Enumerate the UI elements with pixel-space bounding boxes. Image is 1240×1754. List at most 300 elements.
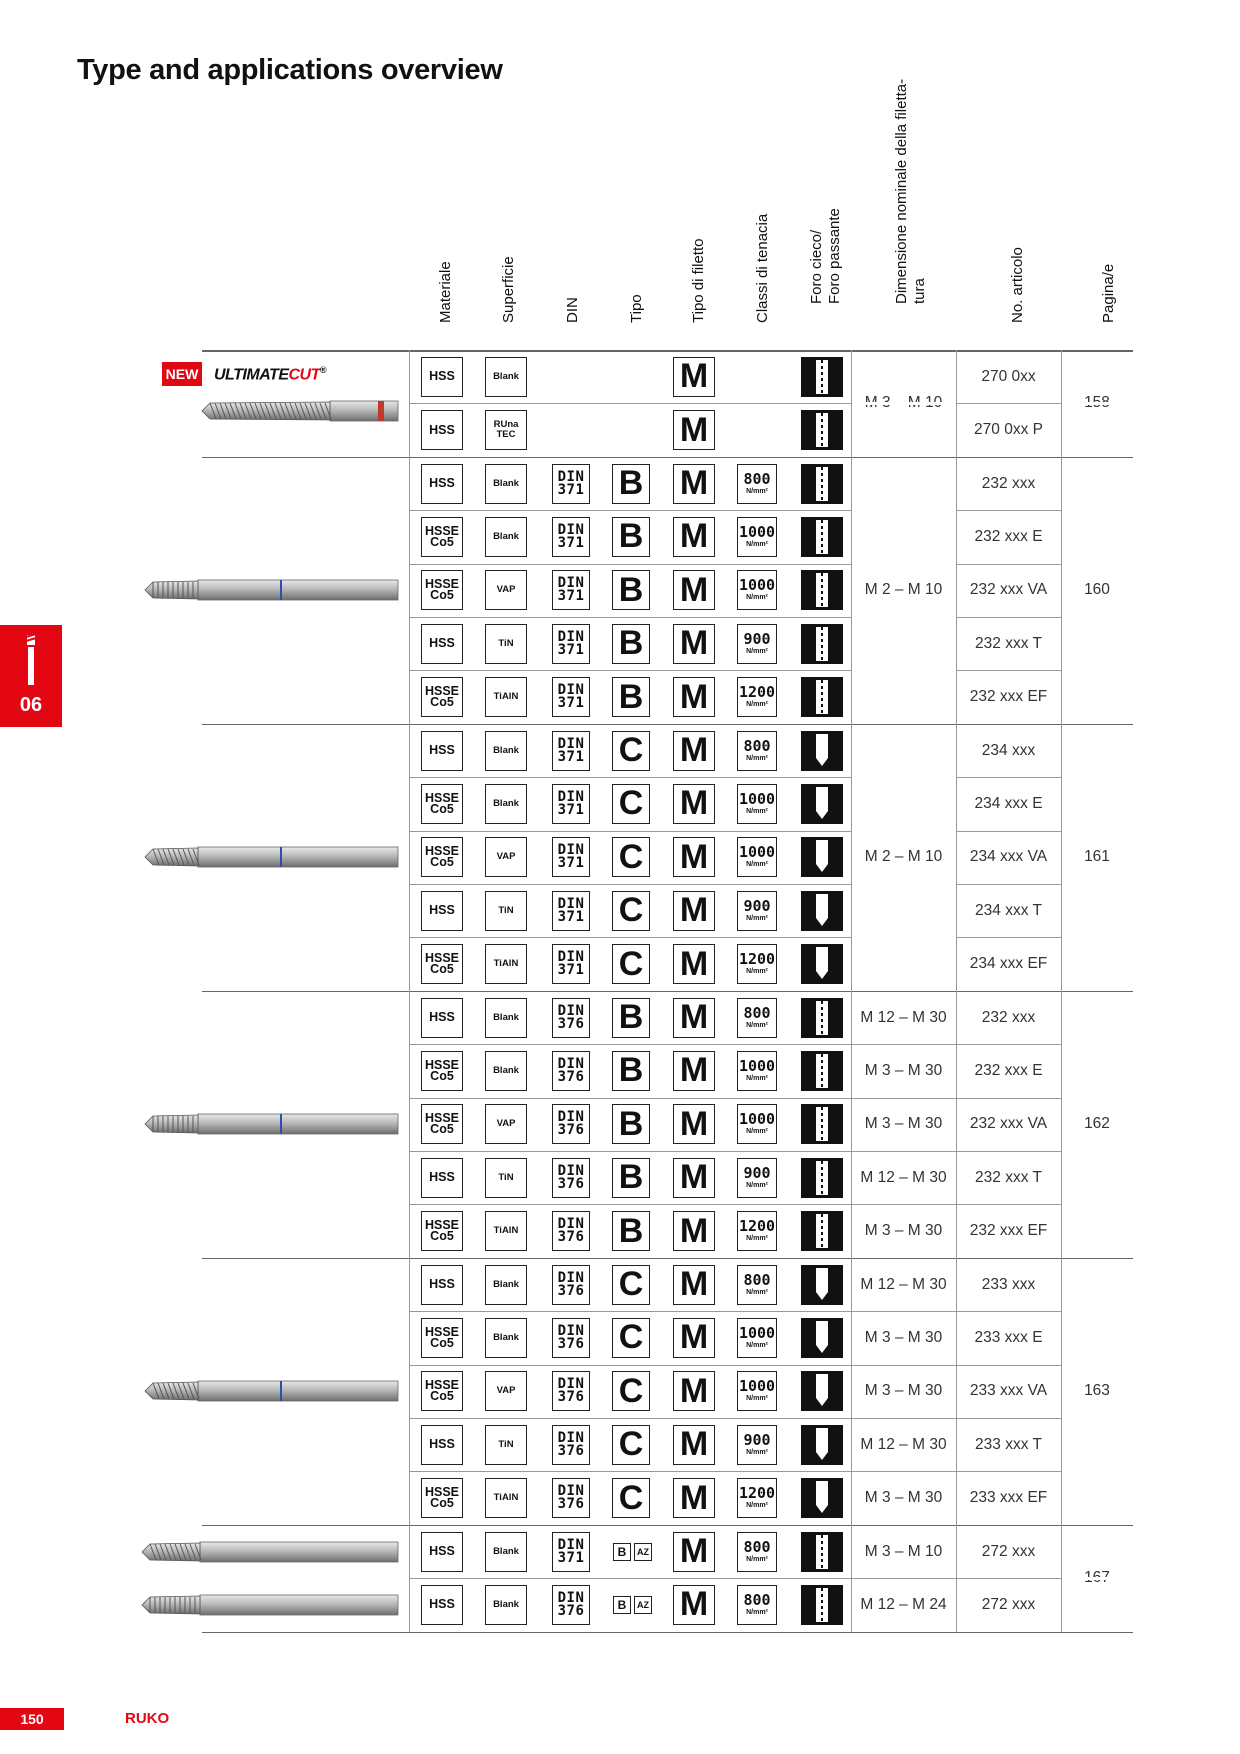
din-badge: DIN 376 [552,1265,590,1305]
material-badge: HSS [421,1532,463,1572]
type-badge: B [613,1596,631,1614]
article-number: 233 xxx E [974,1328,1043,1346]
thread-badge: M [673,1425,715,1465]
tenacity-unit: N/mm² [746,754,768,762]
article-number: 232 xxx VA [969,581,1048,599]
article-number: 233 xxx VA [969,1382,1048,1400]
type-badge: C [612,1478,650,1518]
brand-logo: RUKO [125,1710,170,1727]
tenacity-unit: N/mm² [746,1288,768,1296]
merge-mask [1062,1577,1134,1580]
hole-bore [816,1374,828,1398]
material-badge: HSSE Co5 [421,784,463,824]
article-number: 233 xxx [981,1275,1036,1293]
row-divider [409,1471,1133,1472]
tenacity-unit: N/mm² [746,968,768,976]
tenacity-unit: N/mm² [746,594,768,602]
row-divider [202,1525,1133,1527]
thread-badge: M [673,517,715,557]
thread-badge: M [673,837,715,877]
thread-badge: M [673,1478,715,1518]
type-badge: B [612,1051,650,1091]
type-badge: C [612,944,650,984]
surface-badge: TiN [485,624,527,664]
surface-badge: Blank [485,1585,527,1625]
tenacity-badge [737,784,777,824]
din-badge: DIN 371 [552,944,590,984]
tap-tool-image [140,1537,400,1567]
surface-badge: TiAlN [485,1211,527,1251]
tenacity-value: 800 [743,1590,771,1609]
thread-badge: M [673,1051,715,1091]
article-number: 234 xxx EF [969,955,1048,973]
blind-hole-icon [801,1265,843,1305]
surface-badge: TiAlN [485,1478,527,1518]
thread-badge: M [673,998,715,1038]
hole-center [821,413,823,447]
merge-mask [1062,616,1134,619]
tenacity-value: 1000 [738,1377,776,1396]
tenacity-value: 1200 [738,683,776,702]
merge-mask [1062,1470,1134,1473]
material-badge: HSSE Co5 [421,944,463,984]
through-hole-icon [801,1158,843,1198]
merge-mask [1062,669,1134,672]
hole-bore [816,1481,828,1505]
tenacity-badge [737,1478,777,1518]
type-badge: B [612,998,650,1038]
merge-mask [852,776,956,779]
through-hole-icon [801,1211,843,1251]
tenacity-unit: N/mm² [746,1448,768,1456]
din-badge: DIN 376 [552,998,590,1038]
row-divider [409,777,1133,778]
thread-badge: M [673,464,715,504]
tenacity-badge [737,1211,777,1251]
surface-badge: Blank [485,357,527,397]
blind-hole-icon [801,891,843,931]
merge-mask [1062,1310,1134,1313]
thread-dimension: M 12 – M 30 [860,1008,947,1026]
din-badge: DIN 371 [552,570,590,610]
tap-tool-image [140,1590,400,1620]
through-hole-icon [801,677,843,717]
surface-badge: VAP [485,837,527,877]
tenacity-value: 1000 [738,1110,776,1129]
blind-hole-icon [801,944,843,984]
merge-mask [1062,1043,1134,1046]
row-divider [409,670,1133,671]
thread-badge: M [673,570,715,610]
row-divider [202,991,1133,993]
thread-dimension: M 3 – M 30 [864,1489,943,1507]
din-badge: DIN 371 [552,837,590,877]
row-divider [409,1418,1133,1419]
thread-badge: M [673,410,715,450]
tenacity-unit: N/mm² [746,1181,768,1189]
din-badge: DIN 371 [552,891,590,931]
row-divider [409,1578,1133,1579]
thread-dimension: M 3 – M 30 [864,1382,943,1400]
article-number: 232 xxx E [974,527,1043,545]
type-badge: C [612,1371,650,1411]
through-hole-icon [801,1585,843,1625]
thread-dimension: M 3 – M 30 [864,1115,943,1133]
article-number: 234 xxx E [974,794,1043,812]
row-divider [409,510,1133,511]
thread-badge: M [673,891,715,931]
tenacity-value: 1200 [738,1484,776,1503]
tenacity-value: 900 [743,1430,771,1449]
tenacity-badge [737,1532,777,1572]
din-badge: DIN 376 [552,1585,590,1625]
hole-bore [816,947,828,971]
thread-dimension: M 12 – M 24 [860,1595,947,1613]
surface-badge: RUna TEC [485,410,527,450]
tenacity-badge [737,464,777,504]
page-number: 150 [0,1708,64,1730]
merge-mask [1062,402,1134,405]
article-number: 232 xxx E [974,1061,1043,1079]
tenacity-badge [737,1104,777,1144]
material-badge: HSS [421,624,463,664]
new-badge: NEW [162,362,202,386]
material-badge: HSSE Co5 [421,1318,463,1358]
thread-badge: M [673,944,715,984]
thread-badge: M [673,357,715,397]
merge-mask [1062,1364,1134,1367]
thread-badge: M [673,1532,715,1572]
material-badge: HSSE Co5 [421,1211,463,1251]
tenacity-badge [737,1318,777,1358]
tenacity-badge [737,998,777,1038]
col-divider [1061,350,1062,1632]
hole-center [821,1161,823,1195]
thread-dimension: M 12 – M 30 [860,1168,947,1186]
through-hole-icon [801,624,843,664]
hole-bore [816,734,828,758]
tenacity-unit: N/mm² [746,1341,768,1349]
type-badge-az: AZ [634,1543,652,1561]
hole-center [821,1054,823,1088]
tenacity-value: 800 [743,1270,771,1289]
type-badge: C [612,1265,650,1305]
article-number: 232 xxx [981,1008,1036,1026]
through-hole-icon [801,998,843,1038]
tenacity-value: 1200 [738,950,776,969]
ultimatecut-logo: ULTIMATECUT® [214,365,327,384]
thread-badge: M [673,677,715,717]
article-number: 232 xxx EF [969,688,1048,706]
type-badge: B [613,1543,631,1561]
merge-mask [1062,1150,1134,1153]
merge-mask [1062,1097,1134,1100]
thread-badge: M [673,1265,715,1305]
material-badge: HSSE Co5 [421,837,463,877]
merge-mask [1062,563,1134,566]
tenacity-value: 800 [743,469,771,488]
tenacity-value: 1200 [738,1217,776,1236]
tenacity-unit: N/mm² [746,1395,768,1403]
type-badge: B [612,464,650,504]
din-badge: DIN 376 [552,1104,590,1144]
tenacity-badge [737,1371,777,1411]
material-badge: HSS [421,1425,463,1465]
thread-dimension: M 12 – M 30 [860,1275,947,1293]
hole-bore [816,1321,828,1345]
row-divider [409,403,1133,404]
surface-badge: TiAlN [485,944,527,984]
surface-badge: Blank [485,1265,527,1305]
material-badge: HSS [421,1585,463,1625]
surface-badge: Blank [485,784,527,824]
tap-tool-image [143,1376,400,1406]
thread-dimension: M 3 – M 30 [864,1061,943,1079]
type-badge: C [612,1318,650,1358]
hole-center [821,573,823,607]
hole-bore [816,787,828,811]
din-badge: DIN 371 [552,784,590,824]
hole-center [821,520,823,554]
article-number: 232 xxx [981,474,1036,492]
type-badge: B [612,517,650,557]
row-divider [409,1044,1133,1045]
hole-bore [816,894,828,918]
material-badge: HSSE Co5 [421,677,463,717]
din-badge: DIN 376 [552,1051,590,1091]
thread-dimension: M 2 – M 10 [864,848,943,866]
type-badge: B [612,570,650,610]
type-badge: B [612,1104,650,1144]
article-number: 234 xxx VA [969,848,1048,866]
row-divider [409,1098,1133,1099]
din-badge: DIN 376 [552,1158,590,1198]
material-badge: HSS [421,891,463,931]
row-divider [409,1204,1133,1205]
article-number: 234 xxx [981,741,1036,759]
tenacity-value: 800 [743,736,771,755]
merge-mask [1062,776,1134,779]
tenacity-unit: N/mm² [746,540,768,548]
type-badge: C [612,891,650,931]
tap-icon [0,631,62,691]
din-badge: DIN 376 [552,1211,590,1251]
merge-mask [1062,830,1134,833]
type-badge: B [612,1158,650,1198]
article-number: 272 xxx [981,1542,1036,1560]
page-reference: 160 [1084,581,1110,599]
thread-badge: M [673,784,715,824]
material-badge: HSSE Co5 [421,1104,463,1144]
surface-badge: Blank [485,1318,527,1358]
through-hole-icon [801,1104,843,1144]
tenacity-value: 800 [743,1537,771,1556]
hole-center [821,627,823,661]
tenacity-unit: N/mm² [746,701,768,709]
tenacity-badge [737,1585,777,1625]
merge-mask [1062,509,1134,512]
type-badge: C [612,1425,650,1465]
din-badge: DIN 371 [552,464,590,504]
surface-badge: TiN [485,1425,527,1465]
tenacity-unit: N/mm² [746,1235,768,1243]
thread-badge: M [673,1585,715,1625]
tenacity-badge [737,891,777,931]
surface-badge: TiN [485,1158,527,1198]
thread-badge: M [673,731,715,771]
hole-bore [816,840,828,864]
blind-hole-icon [801,1318,843,1358]
article-number: 234 xxx T [975,901,1042,919]
din-badge: DIN 376 [552,1371,590,1411]
thread-badge: M [673,624,715,664]
tenacity-badge [737,1051,777,1091]
hole-center [821,1214,823,1248]
din-badge: DIN 376 [552,1318,590,1358]
tap-tool-image [143,842,400,872]
type-badge: B [612,677,650,717]
type-badge: C [612,837,650,877]
row-divider [409,617,1133,618]
type-badge: B [612,624,650,664]
hole-bore [816,1268,828,1292]
blind-hole-icon [801,837,843,877]
row-divider [409,1311,1133,1312]
hole-center [821,1588,823,1622]
type-badge: C [612,731,650,771]
tenacity-unit: N/mm² [746,1555,768,1563]
thread-dimension: M 3 – M 10 [864,1542,943,1560]
tenacity-unit: N/mm² [746,487,768,495]
tenacity-value: 900 [743,629,771,648]
material-badge: HSS [421,464,463,504]
chapter-number: 06 [19,694,43,716]
thread-dimension: M 12 – M 30 [860,1435,947,1453]
surface-badge: TiN [485,891,527,931]
hole-center [821,1535,823,1569]
surface-badge: Blank [485,517,527,557]
tenacity-badge [737,731,777,771]
tenacity-badge [737,1158,777,1198]
through-hole-icon [801,410,843,450]
hole-center [821,360,823,394]
surface-badge: TiAlN [485,677,527,717]
tenacity-badge [737,570,777,610]
type-badge-az: AZ [634,1596,652,1614]
tenacity-value: 900 [743,896,771,915]
through-hole-icon [801,570,843,610]
article-number: 232 xxx VA [969,1115,1048,1133]
din-badge: DIN 376 [552,1425,590,1465]
surface-badge: VAP [485,1371,527,1411]
material-badge: HSSE Co5 [421,517,463,557]
tenacity-unit: N/mm² [746,807,768,815]
thread-dimension: M 2 – M 10 [864,581,943,599]
row-divider [409,937,1133,938]
page-reference: 162 [1084,1115,1110,1133]
row-divider [409,831,1133,832]
surface-badge: Blank [485,731,527,771]
material-badge: HSS [421,410,463,450]
surface-badge: Blank [485,464,527,504]
tap-tool-image [143,1109,400,1139]
tenacity-unit: N/mm² [746,647,768,655]
tenacity-unit: N/mm² [746,1128,768,1136]
material-badge: HSSE Co5 [421,1478,463,1518]
article-number: 270 0xx P [974,421,1043,439]
type-badge: C [612,784,650,824]
material-badge: HSSE Co5 [421,1371,463,1411]
tenacity-unit: N/mm² [746,861,768,869]
article-number: 232 xxx T [975,1168,1042,1186]
thread-dimension: M 3 – M 30 [864,1328,943,1346]
thread-badge: M [673,1211,715,1251]
row-divider [202,1632,1133,1634]
merge-mask [1062,1203,1134,1206]
page-reference: 161 [1084,848,1110,866]
blind-hole-icon [801,784,843,824]
row-divider [202,457,1133,459]
thread-badge: M [673,1371,715,1411]
row-divider [202,724,1133,726]
tenacity-unit: N/mm² [746,914,768,922]
tenacity-value: 1000 [738,789,776,808]
tenacity-badge [737,624,777,664]
tenacity-value: 1000 [738,522,776,541]
thread-badge: M [673,1104,715,1144]
merge-mask [852,830,956,833]
article-number: 233 xxx EF [969,1489,1048,1507]
page-reference: 163 [1084,1382,1110,1400]
din-badge: DIN 371 [552,624,590,664]
tenacity-badge [737,1265,777,1305]
merge-mask [852,402,956,405]
row-divider [202,1258,1133,1260]
merge-mask [852,616,956,619]
hole-center [821,680,823,714]
din-badge: DIN 371 [552,517,590,557]
through-hole-icon [801,464,843,504]
merge-mask [852,563,956,566]
surface-badge: Blank [485,998,527,1038]
tenacity-value: 900 [743,1163,771,1182]
din-badge: DIN 371 [552,677,590,717]
tenacity-badge [737,837,777,877]
tenacity-value: 1000 [738,843,776,862]
thread-badge: M [673,1158,715,1198]
row-divider [409,564,1133,565]
tenacity-badge [737,944,777,984]
col-divider [409,350,410,1632]
tenacity-unit: N/mm² [746,1021,768,1029]
tenacity-badge [737,1425,777,1465]
article-number: 233 xxx T [975,1435,1042,1453]
merge-mask [852,509,956,512]
din-badge: DIN 376 [552,1478,590,1518]
tenacity-value: 1000 [738,576,776,595]
material-badge: HSSE Co5 [421,1051,463,1091]
material-badge: HSS [421,1265,463,1305]
tenacity-unit: N/mm² [746,1502,768,1510]
tenacity-badge [737,677,777,717]
merge-mask [1062,936,1134,939]
tenacity-value: 1000 [738,1056,776,1075]
thread-dimension: M 3 – M 30 [864,1222,943,1240]
merge-mask [852,883,956,886]
type-badge: B [612,1211,650,1251]
chapter-tab [0,625,62,727]
page-title: Type and applications overview [77,54,503,86]
